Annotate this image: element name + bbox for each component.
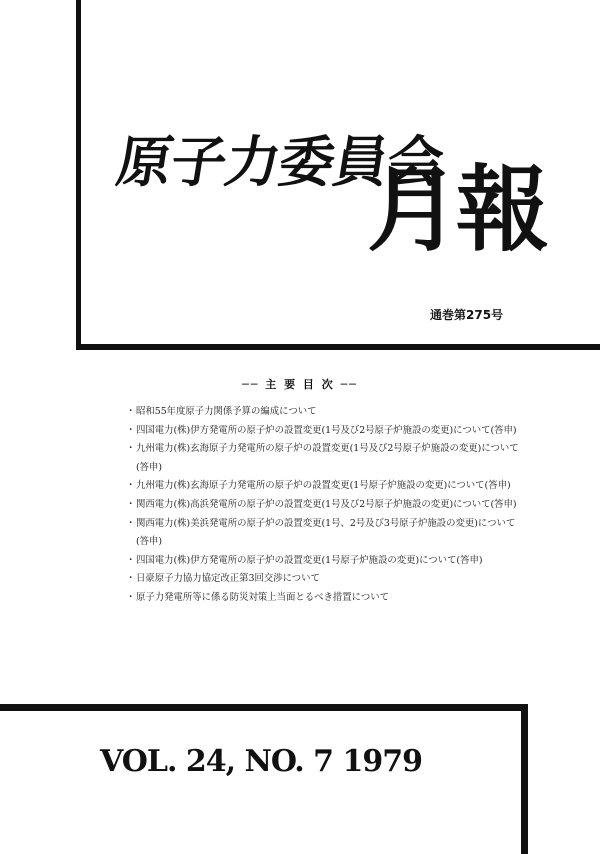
contents-item (126, 422, 526, 441)
contents-item-text: 関西電力(株)美浜発電所の原子炉の設置変更(1号、2号及び3号原子炉施設の変更)について(答申) (136, 517, 516, 548)
contents-item (126, 496, 526, 515)
contents-item (126, 403, 526, 422)
bullet: ・ (126, 443, 136, 455)
bullet: ・ (126, 517, 136, 529)
contents-item-text: 昭和55年度原子力関係予算の編成について (136, 406, 317, 417)
bullet: ・ (126, 591, 136, 603)
volume-number: VOL. 24, NO. 7 1979 (100, 744, 423, 779)
contents-item (126, 570, 526, 589)
contents-item-text: 四国電力(株)伊方発電所の原子炉の設置変更(1号及び2号原子炉施設の変更)について(答申) (136, 424, 517, 436)
title-frame-bottom-border (76, 344, 600, 350)
contents-list (126, 403, 526, 608)
bullet: ・ (126, 554, 136, 566)
volume-frame-right-border (521, 704, 528, 854)
contents-item-text: 原子力発電所等に係る防災対策上当面とるべき措置について (136, 591, 389, 603)
bullet: ・ (126, 424, 136, 436)
title-frame-left-border (76, 0, 81, 350)
contents-item (126, 552, 526, 571)
contents-item (126, 589, 526, 608)
bullet: ・ (126, 498, 136, 510)
contents-item-text: 日豪原子力協力協定改正第3回交渉について (136, 573, 320, 585)
contents-item (126, 515, 526, 552)
volume-frame-top-border (0, 704, 528, 711)
publication-title: 原子力委員会 (112, 130, 447, 194)
contents-item-text: 九州電力(株)玄海原子力発電所の原子炉の設置変更(1号原子炉施設の変更)について(答申) (136, 480, 511, 492)
publication-subtitle: 月報 (367, 156, 545, 264)
contents-item-text: 関西電力(株)高浜発電所の原子炉の設置変更(1号及び2号原子炉施設の変更)について(答申) (136, 498, 517, 510)
issue-number: 通巻第275号 (430, 308, 504, 322)
bullet: ・ (126, 573, 136, 585)
contents-item (126, 477, 526, 496)
contents-item-text: 四国電力(株)伊方発電所の原子炉の設置変更(1号原子炉施設の変更)について(答申) (136, 554, 483, 566)
bullet: ・ (126, 480, 136, 492)
bullet: ・ (126, 406, 136, 417)
contents-item-text: 九州電力(株)玄海原子力発電所の原子炉の設置変更(1号及び2号原子炉施設の変更)について(答申) (136, 443, 519, 473)
contents-heading: ── 主 要 目 次 ── (242, 378, 358, 391)
contents-item (126, 440, 526, 477)
